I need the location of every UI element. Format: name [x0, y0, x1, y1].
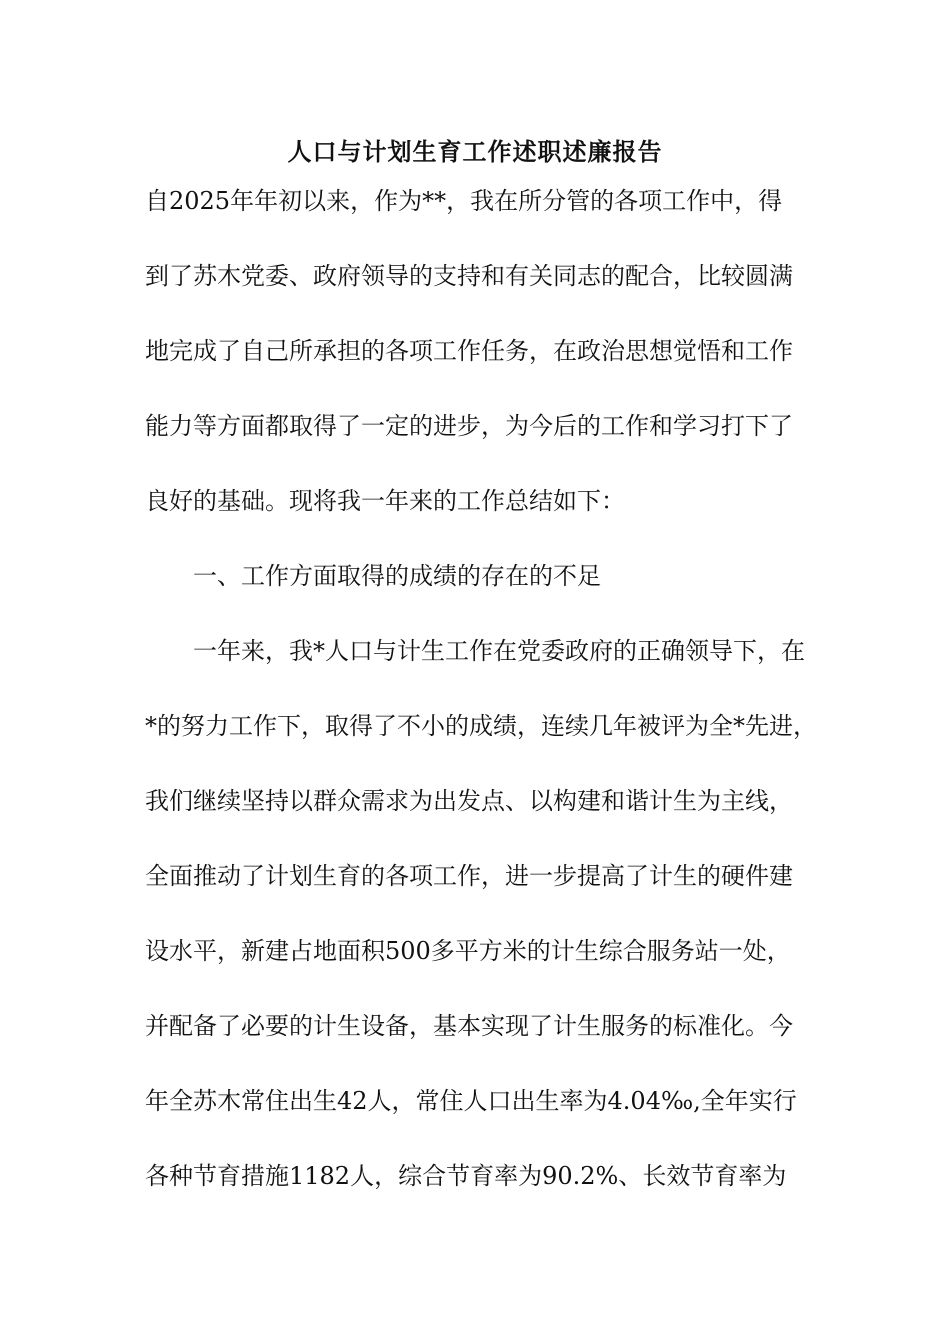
body-line: 我们继续坚持以群众需求为出发点、以构建和谐计生为主线，	[145, 787, 793, 815]
section-heading: 一、工作方面取得的成绩的存在的不足	[145, 562, 601, 590]
body-line: 各种节育措施1182人，综合节育率为90.2%、长效节育率为	[145, 1162, 787, 1190]
body-line: 地完成了自己所承担的各项工作任务，在政治思想觉悟和工作	[145, 337, 793, 365]
body-line: 到了苏木党委、政府领导的支持和有关同志的配合，比较圆满	[145, 262, 793, 290]
body-line: 自2025年年初以来，作为**，我在所分管的各项工作中，得	[145, 187, 783, 215]
document-title: 人口与计划生育工作述职述廉报告	[287, 137, 663, 166]
body-line: 并配备了必要的计生设备，基本实现了计生服务的标准化。今	[145, 1012, 793, 1040]
body-line: 全面推动了计划生育的各项工作，进一步提高了计生的硬件建	[145, 862, 793, 890]
body-line: *的努力工作下，取得了不小的成绩，连续几年被评为全*先进，	[145, 712, 817, 740]
body-line: 一年来，我*人口与计生工作在党委政府的正确领导下，在	[145, 637, 805, 665]
body-line: 设水平，新建占地面积500多平方米的计生综合服务站一处，	[145, 937, 791, 965]
body-line: 良好的基础。现将我一年来的工作总结如下：	[145, 487, 625, 515]
body-line: 年全苏木常住出生42人，常住人口出生率为4.04‰,全年实行	[145, 1087, 797, 1115]
body-line: 能力等方面都取得了一定的进步，为今后的工作和学习打下了	[145, 412, 793, 440]
